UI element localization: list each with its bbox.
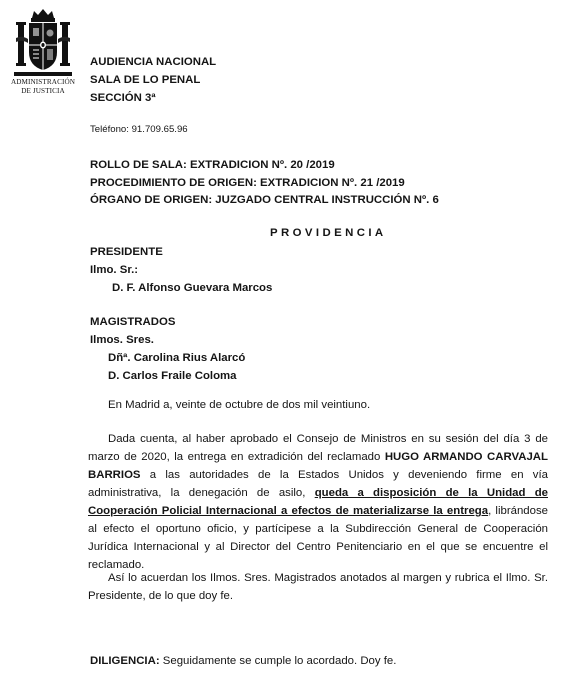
p1-underlined-resolution: queda a disposición de la Unidad de Cooperación Policial Internacional a efectos de materializarse la entrega: [88, 487, 548, 517]
date-line: En Madrid a, veinte de octubre de dos mil veintiuno.: [108, 399, 371, 411]
body-paragraph-1: [88, 430, 548, 574]
diligencia-text: Seguidamente se cumple lo acordado. Doy fe.: [159, 655, 397, 667]
p1-text-b: a las autoridades de la Estados Unidos y deveniendo firme en vía administrativa, la denegación de asilo,: [88, 469, 548, 499]
magistrates-heading: MAGISTRADOS: [90, 316, 176, 328]
diligencia-line: [90, 654, 396, 669]
president-title: Ilmo. Sr.:: [90, 264, 139, 276]
crest-caption-line2: DE JUSTICIA: [21, 86, 65, 95]
crown-shield-icon: [14, 8, 72, 78]
court-section: SECCIÓN 3ª: [90, 92, 156, 104]
defendant-name: HUGO ARMANDO CARVAJAL BARRIOS: [88, 451, 548, 481]
diligencia-label: DILIGENCIA:: [90, 655, 160, 667]
p1-text-a: Dada cuenta, al haber aprobado el Consejo de Ministros en su sesión del día 3 de marzo de 2020, la entrega en extradición del reclamado: [88, 433, 548, 463]
procedimiento-de-origen: PROCEDIMIENTO DE ORIGEN: EXTRADICION Nº. 21 /2019: [90, 176, 405, 189]
organo-de-origen: ÓRGANO DE ORIGEN: JUZGADO CENTRAL INSTRUCCIÓN Nº. 6: [90, 194, 439, 206]
rollo-de-sala: ROLLO DE SALA: EXTRADICION Nº. 20 /2019: [90, 159, 335, 171]
magistrate-name: Dñª. Carolina Rius Alarcó: [108, 352, 246, 364]
p2-text: Así lo acuerdan los Ilmos. Sres. Magistrados anotados al margen y rubrica el Ilmo. Sr. Presidente, de lo que doy fe.: [88, 572, 548, 602]
magistrates-block: [90, 313, 245, 385]
court-name: AUDIENCIA NACIONAL: [90, 56, 217, 68]
telephone: Teléfono: 91.709.65.96: [90, 124, 188, 135]
magistrate-name: D. Carlos Fraile Coloma: [108, 370, 237, 382]
document-title: PROVIDENCIA: [270, 227, 387, 239]
coat-of-arms-logo: [8, 8, 78, 95]
president-block: [90, 243, 272, 297]
body-paragraph-2: [88, 569, 548, 605]
magistrates-title: Ilmos. Sres.: [90, 334, 154, 346]
case-references: [90, 157, 439, 210]
president-heading: PRESIDENTE: [90, 246, 163, 258]
crest-caption-line1: ADMINISTRACIÓN: [10, 78, 76, 86]
court-chamber: SALA DE LO PENAL: [90, 74, 201, 86]
p1-text-c: , librándose al efecto el oportuno oficio, y partícipese a la Subdirección General de Cooperación Jurídica Internacional y al Director del Centro Penitenciario en el que se encuentre el reclamado.: [88, 505, 548, 571]
president-name: D. F. Alfonso Guevara Marcos: [112, 282, 273, 294]
court-header: [90, 53, 216, 107]
